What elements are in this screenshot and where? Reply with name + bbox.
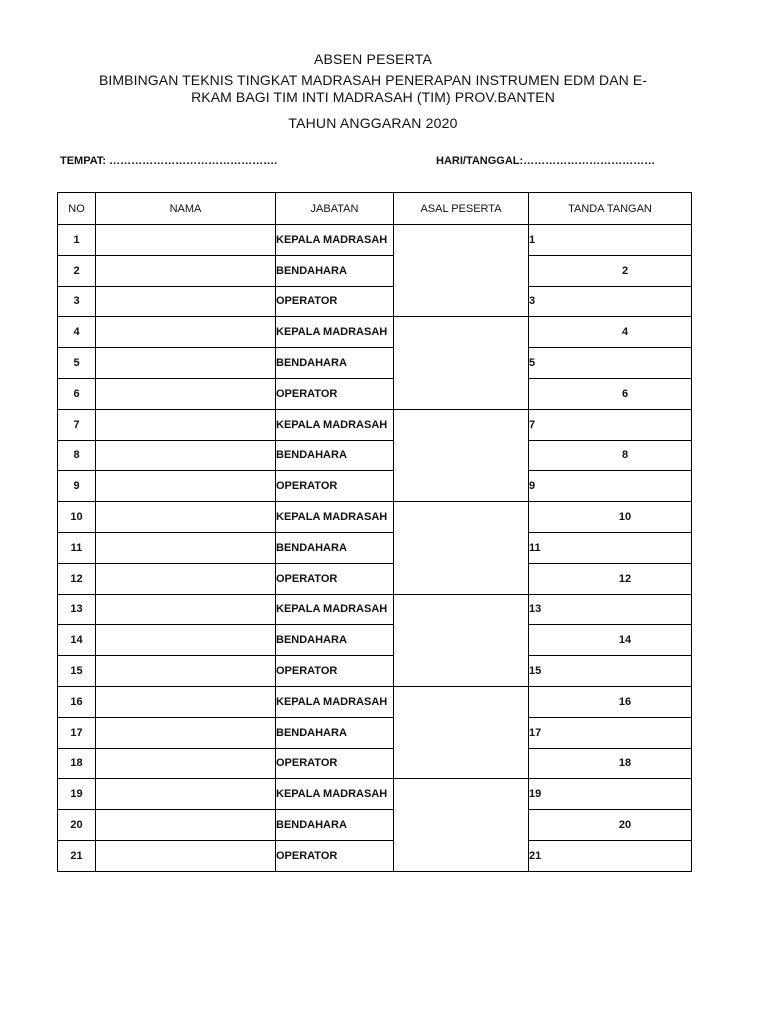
row-number: 18 xyxy=(58,748,96,779)
jabatan-cell: KEPALA MADRASAH xyxy=(276,409,394,440)
nama-cell[interactable] xyxy=(96,225,276,256)
nama-cell[interactable] xyxy=(96,748,276,779)
jabatan-cell: KEPALA MADRASAH xyxy=(276,317,394,348)
nama-cell[interactable] xyxy=(96,317,276,348)
signature-cell[interactable]: 4 xyxy=(529,317,692,348)
table-body xyxy=(58,225,692,872)
jabatan-cell: OPERATOR xyxy=(276,656,394,687)
signature-cell[interactable]: 11 xyxy=(529,532,692,563)
nama-cell[interactable] xyxy=(96,409,276,440)
row-number: 5 xyxy=(58,348,96,379)
nama-cell[interactable] xyxy=(96,563,276,594)
table-row xyxy=(58,409,692,440)
row-number: 20 xyxy=(58,810,96,841)
column-header-no: NO xyxy=(58,193,96,225)
nama-cell[interactable] xyxy=(96,717,276,748)
jabatan-cell: OPERATOR xyxy=(276,471,394,502)
jabatan-cell: OPERATOR xyxy=(276,563,394,594)
signature-cell[interactable]: 9 xyxy=(529,471,692,502)
nama-cell[interactable] xyxy=(96,625,276,656)
row-number: 13 xyxy=(58,594,96,625)
jabatan-cell: OPERATOR xyxy=(276,286,394,317)
asal-peserta-cell[interactable] xyxy=(394,317,529,409)
jabatan-cell: OPERATOR xyxy=(276,748,394,779)
nama-cell[interactable] xyxy=(96,502,276,533)
table-row xyxy=(58,748,692,779)
signature-cell[interactable]: 21 xyxy=(529,840,692,871)
row-number: 19 xyxy=(58,779,96,810)
jabatan-cell: KEPALA MADRASAH xyxy=(276,686,394,717)
table-row xyxy=(58,810,692,841)
table-header-row xyxy=(58,193,692,225)
document-title: ABSEN PESERTA xyxy=(313,51,432,67)
jabatan-cell: OPERATOR xyxy=(276,378,394,409)
row-number: 3 xyxy=(58,286,96,317)
signature-cell[interactable]: 15 xyxy=(529,656,692,687)
signature-cell[interactable]: 8 xyxy=(529,440,692,471)
document-subtitle-line-2: RKAM BAGI TIM INTI MADRASAH (TIM) PROV.BANTEN xyxy=(191,89,555,105)
nama-cell[interactable] xyxy=(96,840,276,871)
signature-cell[interactable]: 18 xyxy=(529,748,692,779)
table-row xyxy=(58,440,692,471)
table-row xyxy=(58,348,692,379)
table-row xyxy=(58,532,692,563)
table-row xyxy=(58,717,692,748)
row-number: 15 xyxy=(58,656,96,687)
jabatan-cell: BENDAHARA xyxy=(276,810,394,841)
signature-cell[interactable]: 7 xyxy=(529,409,692,440)
asal-peserta-cell[interactable] xyxy=(394,594,529,686)
jabatan-cell: KEPALA MADRASAH xyxy=(276,779,394,810)
row-number: 1 xyxy=(58,225,96,256)
signature-cell[interactable]: 2 xyxy=(529,255,692,286)
row-number: 11 xyxy=(58,532,96,563)
signature-cell[interactable]: 13 xyxy=(529,594,692,625)
nama-cell[interactable] xyxy=(96,810,276,841)
signature-cell[interactable]: 10 xyxy=(529,502,692,533)
asal-peserta-cell[interactable] xyxy=(394,502,529,594)
jabatan-cell: BENDAHARA xyxy=(276,440,394,471)
table-row xyxy=(58,625,692,656)
jabatan-cell: BENDAHARA xyxy=(276,532,394,563)
table-row xyxy=(58,656,692,687)
row-number: 6 xyxy=(58,378,96,409)
budget-year: TAHUN ANGGARAN 2020 xyxy=(288,115,458,131)
nama-cell[interactable] xyxy=(96,779,276,810)
date-field: HARI/TANGGAL:……………………………… xyxy=(436,155,656,167)
asal-peserta-cell[interactable] xyxy=(394,686,529,778)
signature-cell[interactable]: 16 xyxy=(529,686,692,717)
row-number: 10 xyxy=(58,502,96,533)
nama-cell[interactable] xyxy=(96,378,276,409)
jabatan-cell: OPERATOR xyxy=(276,840,394,871)
table-row xyxy=(58,225,692,256)
asal-peserta-cell[interactable] xyxy=(394,409,529,501)
signature-cell[interactable]: 14 xyxy=(529,625,692,656)
table-row xyxy=(58,594,692,625)
table-row xyxy=(58,779,692,810)
table-row xyxy=(58,471,692,502)
table-row xyxy=(58,378,692,409)
nama-cell[interactable] xyxy=(96,471,276,502)
row-number: 14 xyxy=(58,625,96,656)
nama-cell[interactable] xyxy=(96,255,276,286)
jabatan-cell: BENDAHARA xyxy=(276,625,394,656)
jabatan-cell: BENDAHARA xyxy=(276,717,394,748)
signature-cell[interactable]: 5 xyxy=(529,348,692,379)
table-row xyxy=(58,286,692,317)
signature-cell[interactable]: 3 xyxy=(529,286,692,317)
row-number: 12 xyxy=(58,563,96,594)
nama-cell[interactable] xyxy=(96,686,276,717)
table-row xyxy=(58,317,692,348)
jabatan-cell: KEPALA MADRASAH xyxy=(276,225,394,256)
document-subtitle-line-1: BIMBINGAN TEKNIS TINGKAT MADRASAH PENERAPAN INSTRUMEN EDM DAN E- xyxy=(98,72,648,88)
jabatan-cell: BENDAHARA xyxy=(276,255,394,286)
column-header-asal-peserta: ASAL PESERTA xyxy=(394,193,529,225)
row-number: 8 xyxy=(58,440,96,471)
row-number: 21 xyxy=(58,840,96,871)
signature-cell[interactable]: 19 xyxy=(529,779,692,810)
jabatan-cell: KEPALA MADRASAH xyxy=(276,594,394,625)
nama-cell[interactable] xyxy=(96,286,276,317)
table-row xyxy=(58,686,692,717)
row-number: 17 xyxy=(58,717,96,748)
jabatan-cell: BENDAHARA xyxy=(276,348,394,379)
column-header-nama: NAMA xyxy=(96,193,276,225)
table-row xyxy=(58,563,692,594)
row-number: 9 xyxy=(58,471,96,502)
jabatan-cell: KEPALA MADRASAH xyxy=(276,502,394,533)
nama-cell[interactable] xyxy=(96,532,276,563)
row-number: 4 xyxy=(58,317,96,348)
nama-cell[interactable] xyxy=(96,656,276,687)
row-number: 16 xyxy=(58,686,96,717)
asal-peserta-cell[interactable] xyxy=(394,779,529,871)
row-number: 2 xyxy=(58,255,96,286)
signature-cell[interactable]: 6 xyxy=(529,378,692,409)
table-row xyxy=(58,502,692,533)
signature-cell[interactable]: 20 xyxy=(529,810,692,841)
nama-cell[interactable] xyxy=(96,348,276,379)
signature-cell[interactable]: 12 xyxy=(529,563,692,594)
nama-cell[interactable] xyxy=(96,594,276,625)
column-header-tanda-tangan: TANDA TANGAN xyxy=(529,193,692,225)
signature-cell[interactable]: 17 xyxy=(529,717,692,748)
table-row xyxy=(58,840,692,871)
nama-cell[interactable] xyxy=(96,440,276,471)
place-field: TEMPAT: ………………………………………. xyxy=(60,155,278,167)
document-header xyxy=(40,50,706,132)
row-number: 7 xyxy=(58,409,96,440)
asal-peserta-cell[interactable] xyxy=(394,225,529,317)
signature-cell[interactable]: 1 xyxy=(529,225,692,256)
table-row xyxy=(58,255,692,286)
attendance-table xyxy=(57,192,692,872)
column-header-jabatan: JABATAN xyxy=(276,193,394,225)
